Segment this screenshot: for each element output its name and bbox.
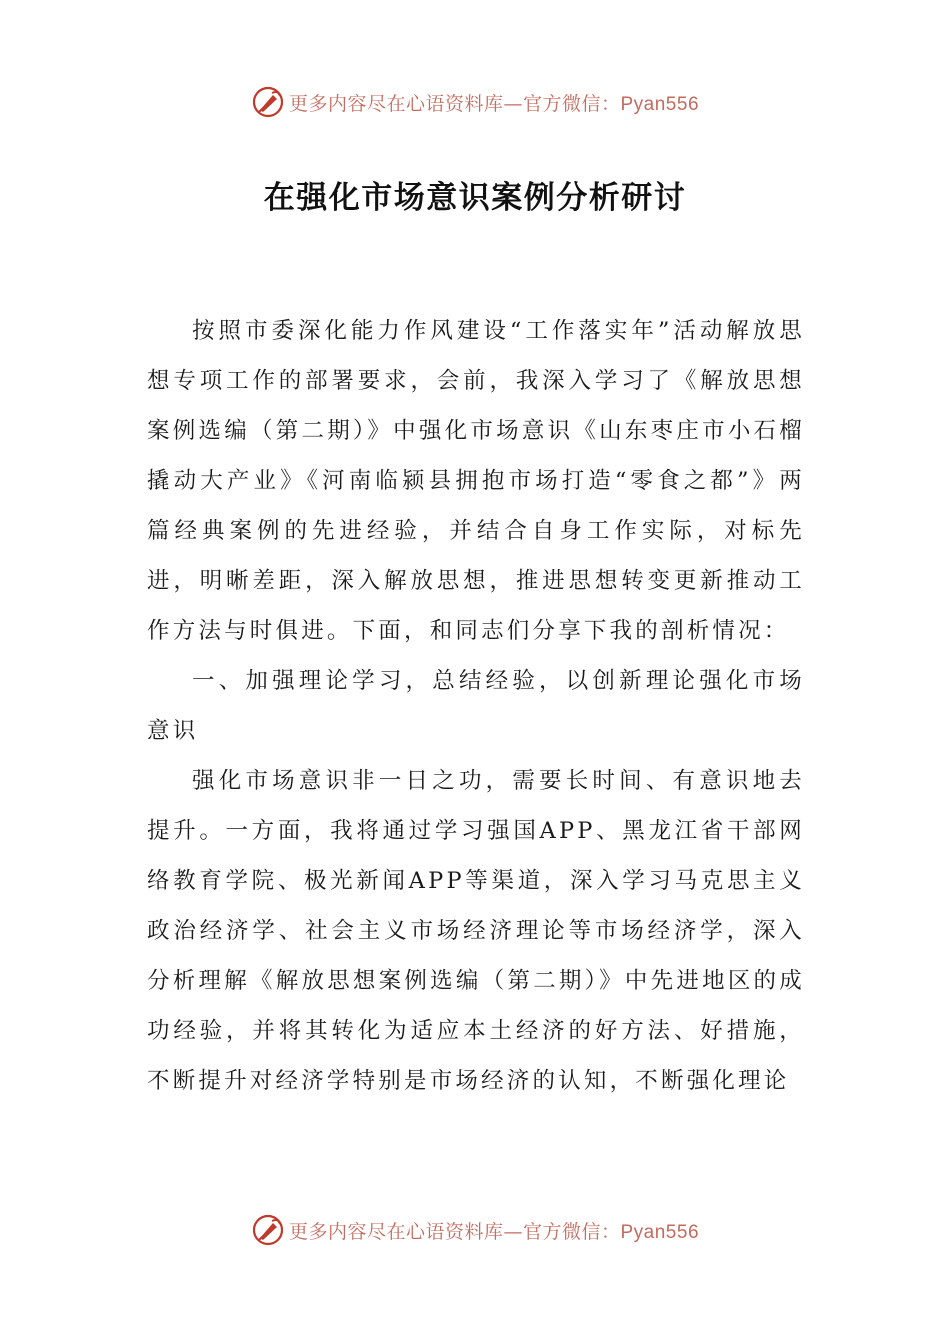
pen-nib-logo-icon [251, 85, 285, 119]
paragraph-section-1: 强化市场意识非一日之功，需要长时间、有意识地去提升。一方面，我将通过学习强国APP、黑龙江省干部网络教育学院、极光新闻APP等渠道，深入学习马克思主义政治经济学、社会主义市场经济理论等市场经济学，深入分析理解《解放思想案例选编（第二期）》中先进地区的成功经验，并将其转化为适应本土经济的好方法、好措施，不断提升对经济学特别是市场经济的认知，不断强化理论 [147, 768, 805, 1094]
wechat-id: Pyan556 [620, 93, 700, 115]
header-banner [0, 82, 950, 122]
banner-slogan: 更多内容尽在心语资料库—官方微信： [288, 92, 621, 115]
banner-slogan: 更多内容尽在心语资料库—官方微信： [288, 1220, 621, 1243]
paragraph-intro: 按照市委深化能力作风建设“工作落实年”活动解放思想专项工作的部署要求，会前，我深入学习了《解放思想案例选编（第二期）》中强化市场意识《山东枣庄市小石榴撬动大产业》《河南临颍县拥抱市场打造“零食之都”》两篇经典案例的先进经验，并结合自身工作实际，对标先进，明晰差距，深入解放思想，推进思想转变更新推动工作方法与时俱进。下面，和同志们分享下我的剖析情况： [147, 318, 805, 644]
document-body [147, 306, 805, 1106]
wechat-id: Pyan556 [620, 1221, 700, 1243]
banner-text [289, 89, 699, 116]
document-title: 在强化市场意识案例分析研讨 [263, 180, 687, 216]
footer-banner [0, 1210, 950, 1250]
section-heading-1: 一、加强理论学习，总结经验，以创新理论强化市场意识 [147, 668, 805, 744]
banner-text [289, 1217, 699, 1244]
pen-nib-logo-icon [251, 1213, 285, 1247]
